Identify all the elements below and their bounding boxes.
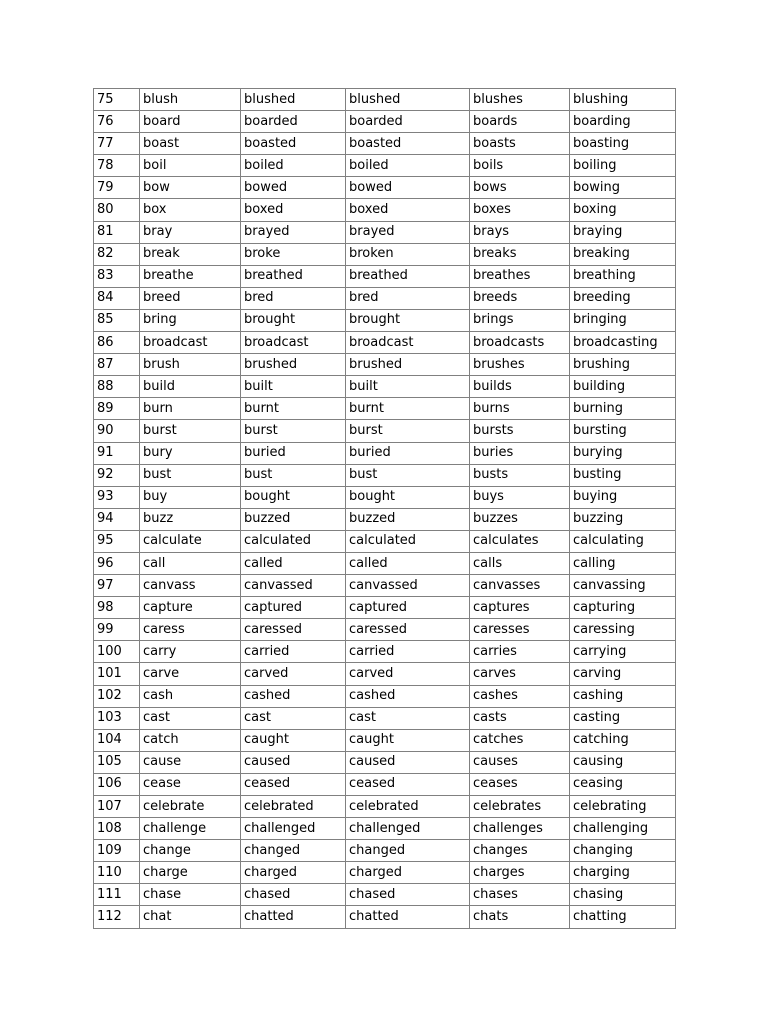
third-person-cell: carries — [470, 641, 570, 663]
base-form-cell: board — [140, 111, 241, 133]
third-person-cell: ceases — [470, 773, 570, 795]
past-simple-cell: calculated — [241, 530, 346, 552]
base-form-cell: cease — [140, 773, 241, 795]
base-form-cell: boil — [140, 155, 241, 177]
table-row — [94, 773, 676, 795]
past-simple-cell: captured — [241, 597, 346, 619]
row-number-cell: 100 — [94, 641, 140, 663]
third-person-cell: captures — [470, 597, 570, 619]
third-person-cell: breeds — [470, 287, 570, 309]
base-form-cell: cast — [140, 707, 241, 729]
past-participle-cell: challenged — [346, 818, 470, 840]
base-form-cell: change — [140, 840, 241, 862]
past-simple-cell: boiled — [241, 155, 346, 177]
past-participle-cell: canvassed — [346, 575, 470, 597]
present-participle-cell: carving — [570, 663, 676, 685]
table-row — [94, 155, 676, 177]
table-row — [94, 575, 676, 597]
third-person-cell: brushes — [470, 354, 570, 376]
third-person-cell: changes — [470, 840, 570, 862]
row-number-cell: 104 — [94, 729, 140, 751]
base-form-cell: brush — [140, 354, 241, 376]
present-participle-cell: casting — [570, 707, 676, 729]
past-participle-cell: cast — [346, 707, 470, 729]
present-participle-cell: bringing — [570, 309, 676, 331]
row-number-cell: 103 — [94, 707, 140, 729]
present-participle-cell: boxing — [570, 199, 676, 221]
past-simple-cell: bought — [241, 486, 346, 508]
table-row — [94, 309, 676, 331]
present-participle-cell: charging — [570, 862, 676, 884]
table-row — [94, 796, 676, 818]
row-number-cell: 108 — [94, 818, 140, 840]
base-form-cell: blush — [140, 89, 241, 111]
row-number-cell: 78 — [94, 155, 140, 177]
past-participle-cell: brought — [346, 309, 470, 331]
past-participle-cell: buzzed — [346, 508, 470, 530]
past-participle-cell: boxed — [346, 199, 470, 221]
row-number-cell: 89 — [94, 398, 140, 420]
past-simple-cell: breathed — [241, 265, 346, 287]
third-person-cell: brings — [470, 309, 570, 331]
past-simple-cell: charged — [241, 862, 346, 884]
past-participle-cell: bust — [346, 464, 470, 486]
present-participle-cell: calling — [570, 552, 676, 574]
base-form-cell: bring — [140, 309, 241, 331]
past-simple-cell: bowed — [241, 177, 346, 199]
third-person-cell: causes — [470, 751, 570, 773]
row-number-cell: 112 — [94, 906, 140, 928]
past-simple-cell: bred — [241, 287, 346, 309]
row-number-cell: 97 — [94, 575, 140, 597]
row-number-cell: 87 — [94, 354, 140, 376]
row-number-cell: 83 — [94, 265, 140, 287]
past-participle-cell: captured — [346, 597, 470, 619]
past-simple-cell: canvassed — [241, 575, 346, 597]
row-number-cell: 111 — [94, 884, 140, 906]
table-row — [94, 840, 676, 862]
third-person-cell: catches — [470, 729, 570, 751]
present-participle-cell: boiling — [570, 155, 676, 177]
past-simple-cell: built — [241, 376, 346, 398]
base-form-cell: carry — [140, 641, 241, 663]
base-form-cell: calculate — [140, 530, 241, 552]
table-row — [94, 442, 676, 464]
past-participle-cell: boarded — [346, 111, 470, 133]
past-simple-cell: broadcast — [241, 332, 346, 354]
third-person-cell: calls — [470, 552, 570, 574]
third-person-cell: buzzes — [470, 508, 570, 530]
verb-forms-table-body — [94, 89, 676, 929]
base-form-cell: carve — [140, 663, 241, 685]
past-simple-cell: caused — [241, 751, 346, 773]
past-simple-cell: brayed — [241, 221, 346, 243]
present-participle-cell: canvassing — [570, 575, 676, 597]
base-form-cell: caress — [140, 619, 241, 641]
row-number-cell: 84 — [94, 287, 140, 309]
row-number-cell: 93 — [94, 486, 140, 508]
third-person-cell: boasts — [470, 133, 570, 155]
base-form-cell: burst — [140, 420, 241, 442]
table-row — [94, 89, 676, 111]
row-number-cell: 96 — [94, 552, 140, 574]
table-row — [94, 221, 676, 243]
table-row — [94, 508, 676, 530]
third-person-cell: blushes — [470, 89, 570, 111]
present-participle-cell: buying — [570, 486, 676, 508]
table-row — [94, 552, 676, 574]
base-form-cell: chase — [140, 884, 241, 906]
present-participle-cell: calculating — [570, 530, 676, 552]
table-row — [94, 641, 676, 663]
table-row — [94, 111, 676, 133]
base-form-cell: breed — [140, 287, 241, 309]
present-participle-cell: bursting — [570, 420, 676, 442]
third-person-cell: calculates — [470, 530, 570, 552]
verb-forms-table — [93, 88, 676, 929]
row-number-cell: 79 — [94, 177, 140, 199]
past-participle-cell: carved — [346, 663, 470, 685]
table-row — [94, 177, 676, 199]
past-participle-cell: built — [346, 376, 470, 398]
past-simple-cell: ceased — [241, 773, 346, 795]
third-person-cell: bows — [470, 177, 570, 199]
base-form-cell: break — [140, 243, 241, 265]
third-person-cell: buys — [470, 486, 570, 508]
table-row — [94, 619, 676, 641]
past-participle-cell: boasted — [346, 133, 470, 155]
third-person-cell: boards — [470, 111, 570, 133]
table-row — [94, 243, 676, 265]
past-participle-cell: blushed — [346, 89, 470, 111]
base-form-cell: challenge — [140, 818, 241, 840]
third-person-cell: buries — [470, 442, 570, 464]
third-person-cell: broadcasts — [470, 332, 570, 354]
row-number-cell: 85 — [94, 309, 140, 331]
present-participle-cell: cashing — [570, 685, 676, 707]
row-number-cell: 81 — [94, 221, 140, 243]
base-form-cell: boast — [140, 133, 241, 155]
third-person-cell: challenges — [470, 818, 570, 840]
past-participle-cell: charged — [346, 862, 470, 884]
present-participle-cell: breaking — [570, 243, 676, 265]
row-number-cell: 110 — [94, 862, 140, 884]
past-participle-cell: chatted — [346, 906, 470, 928]
past-simple-cell: caught — [241, 729, 346, 751]
past-participle-cell: buried — [346, 442, 470, 464]
past-simple-cell: called — [241, 552, 346, 574]
base-form-cell: cash — [140, 685, 241, 707]
present-participle-cell: celebrating — [570, 796, 676, 818]
present-participle-cell: broadcasting — [570, 332, 676, 354]
third-person-cell: bursts — [470, 420, 570, 442]
present-participle-cell: changing — [570, 840, 676, 862]
base-form-cell: bray — [140, 221, 241, 243]
past-participle-cell: brushed — [346, 354, 470, 376]
past-simple-cell: buzzed — [241, 508, 346, 530]
table-row — [94, 376, 676, 398]
past-participle-cell: ceased — [346, 773, 470, 795]
base-form-cell: breathe — [140, 265, 241, 287]
present-participle-cell: braying — [570, 221, 676, 243]
row-number-cell: 92 — [94, 464, 140, 486]
present-participle-cell: burying — [570, 442, 676, 464]
base-form-cell: bow — [140, 177, 241, 199]
third-person-cell: caresses — [470, 619, 570, 641]
row-number-cell: 95 — [94, 530, 140, 552]
base-form-cell: call — [140, 552, 241, 574]
table-row — [94, 398, 676, 420]
present-participle-cell: carrying — [570, 641, 676, 663]
third-person-cell: chats — [470, 906, 570, 928]
present-participle-cell: ceasing — [570, 773, 676, 795]
present-participle-cell: breeding — [570, 287, 676, 309]
third-person-cell: busts — [470, 464, 570, 486]
row-number-cell: 98 — [94, 597, 140, 619]
row-number-cell: 88 — [94, 376, 140, 398]
row-number-cell: 76 — [94, 111, 140, 133]
table-row — [94, 420, 676, 442]
third-person-cell: carves — [470, 663, 570, 685]
base-form-cell: bust — [140, 464, 241, 486]
past-participle-cell: called — [346, 552, 470, 574]
present-participle-cell: burning — [570, 398, 676, 420]
third-person-cell: casts — [470, 707, 570, 729]
base-form-cell: capture — [140, 597, 241, 619]
past-participle-cell: caused — [346, 751, 470, 773]
present-participle-cell: busting — [570, 464, 676, 486]
present-participle-cell: chatting — [570, 906, 676, 928]
table-row — [94, 707, 676, 729]
past-participle-cell: breathed — [346, 265, 470, 287]
past-simple-cell: broke — [241, 243, 346, 265]
third-person-cell: boxes — [470, 199, 570, 221]
past-participle-cell: carried — [346, 641, 470, 663]
past-participle-cell: caught — [346, 729, 470, 751]
past-participle-cell: boiled — [346, 155, 470, 177]
third-person-cell: chases — [470, 884, 570, 906]
present-participle-cell: blushing — [570, 89, 676, 111]
table-row — [94, 884, 676, 906]
row-number-cell: 101 — [94, 663, 140, 685]
past-simple-cell: chatted — [241, 906, 346, 928]
past-simple-cell: cast — [241, 707, 346, 729]
past-participle-cell: changed — [346, 840, 470, 862]
past-participle-cell: broken — [346, 243, 470, 265]
table-row — [94, 265, 676, 287]
table-row — [94, 597, 676, 619]
row-number-cell: 77 — [94, 133, 140, 155]
table-row — [94, 906, 676, 928]
base-form-cell: build — [140, 376, 241, 398]
past-simple-cell: celebrated — [241, 796, 346, 818]
present-participle-cell: bowing — [570, 177, 676, 199]
base-form-cell: buzz — [140, 508, 241, 530]
past-simple-cell: boasted — [241, 133, 346, 155]
base-form-cell: cause — [140, 751, 241, 773]
base-form-cell: buy — [140, 486, 241, 508]
present-participle-cell: capturing — [570, 597, 676, 619]
third-person-cell: canvasses — [470, 575, 570, 597]
past-participle-cell: burst — [346, 420, 470, 442]
third-person-cell: celebrates — [470, 796, 570, 818]
table-row — [94, 287, 676, 309]
table-row — [94, 685, 676, 707]
table-row — [94, 332, 676, 354]
row-number-cell: 90 — [94, 420, 140, 442]
table-row — [94, 818, 676, 840]
past-participle-cell: celebrated — [346, 796, 470, 818]
past-simple-cell: chased — [241, 884, 346, 906]
third-person-cell: cashes — [470, 685, 570, 707]
base-form-cell: celebrate — [140, 796, 241, 818]
third-person-cell: builds — [470, 376, 570, 398]
present-participle-cell: chasing — [570, 884, 676, 906]
present-participle-cell: building — [570, 376, 676, 398]
table-row — [94, 729, 676, 751]
base-form-cell: chat — [140, 906, 241, 928]
past-participle-cell: bred — [346, 287, 470, 309]
past-participle-cell: calculated — [346, 530, 470, 552]
base-form-cell: bury — [140, 442, 241, 464]
row-number-cell: 80 — [94, 199, 140, 221]
past-simple-cell: brought — [241, 309, 346, 331]
present-participle-cell: breathing — [570, 265, 676, 287]
third-person-cell: boils — [470, 155, 570, 177]
past-participle-cell: bowed — [346, 177, 470, 199]
third-person-cell: brays — [470, 221, 570, 243]
table-row — [94, 199, 676, 221]
present-participle-cell: catching — [570, 729, 676, 751]
past-simple-cell: boarded — [241, 111, 346, 133]
past-simple-cell: blushed — [241, 89, 346, 111]
table-row — [94, 464, 676, 486]
past-participle-cell: brayed — [346, 221, 470, 243]
row-number-cell: 91 — [94, 442, 140, 464]
row-number-cell: 107 — [94, 796, 140, 818]
base-form-cell: catch — [140, 729, 241, 751]
past-simple-cell: burst — [241, 420, 346, 442]
past-simple-cell: cashed — [241, 685, 346, 707]
past-simple-cell: carved — [241, 663, 346, 685]
present-participle-cell: causing — [570, 751, 676, 773]
past-simple-cell: challenged — [241, 818, 346, 840]
past-simple-cell: carried — [241, 641, 346, 663]
table-row — [94, 751, 676, 773]
past-simple-cell: bust — [241, 464, 346, 486]
row-number-cell: 99 — [94, 619, 140, 641]
third-person-cell: charges — [470, 862, 570, 884]
base-form-cell: broadcast — [140, 332, 241, 354]
table-row — [94, 354, 676, 376]
row-number-cell: 75 — [94, 89, 140, 111]
row-number-cell: 86 — [94, 332, 140, 354]
present-participle-cell: buzzing — [570, 508, 676, 530]
past-participle-cell: burnt — [346, 398, 470, 420]
table-row — [94, 663, 676, 685]
present-participle-cell: boasting — [570, 133, 676, 155]
row-number-cell: 102 — [94, 685, 140, 707]
table-row — [94, 133, 676, 155]
past-participle-cell: bought — [346, 486, 470, 508]
third-person-cell: breathes — [470, 265, 570, 287]
third-person-cell: breaks — [470, 243, 570, 265]
present-participle-cell: challenging — [570, 818, 676, 840]
past-simple-cell: boxed — [241, 199, 346, 221]
table-row — [94, 530, 676, 552]
row-number-cell: 105 — [94, 751, 140, 773]
past-simple-cell: caressed — [241, 619, 346, 641]
present-participle-cell: brushing — [570, 354, 676, 376]
past-simple-cell: burnt — [241, 398, 346, 420]
row-number-cell: 94 — [94, 508, 140, 530]
base-form-cell: canvass — [140, 575, 241, 597]
past-simple-cell: buried — [241, 442, 346, 464]
table-row — [94, 486, 676, 508]
past-simple-cell: changed — [241, 840, 346, 862]
past-participle-cell: cashed — [346, 685, 470, 707]
base-form-cell: burn — [140, 398, 241, 420]
table-row — [94, 862, 676, 884]
third-person-cell: burns — [470, 398, 570, 420]
past-participle-cell: caressed — [346, 619, 470, 641]
row-number-cell: 82 — [94, 243, 140, 265]
present-participle-cell: caressing — [570, 619, 676, 641]
past-participle-cell: broadcast — [346, 332, 470, 354]
row-number-cell: 109 — [94, 840, 140, 862]
base-form-cell: box — [140, 199, 241, 221]
base-form-cell: charge — [140, 862, 241, 884]
present-participle-cell: boarding — [570, 111, 676, 133]
past-simple-cell: brushed — [241, 354, 346, 376]
past-participle-cell: chased — [346, 884, 470, 906]
row-number-cell: 106 — [94, 773, 140, 795]
